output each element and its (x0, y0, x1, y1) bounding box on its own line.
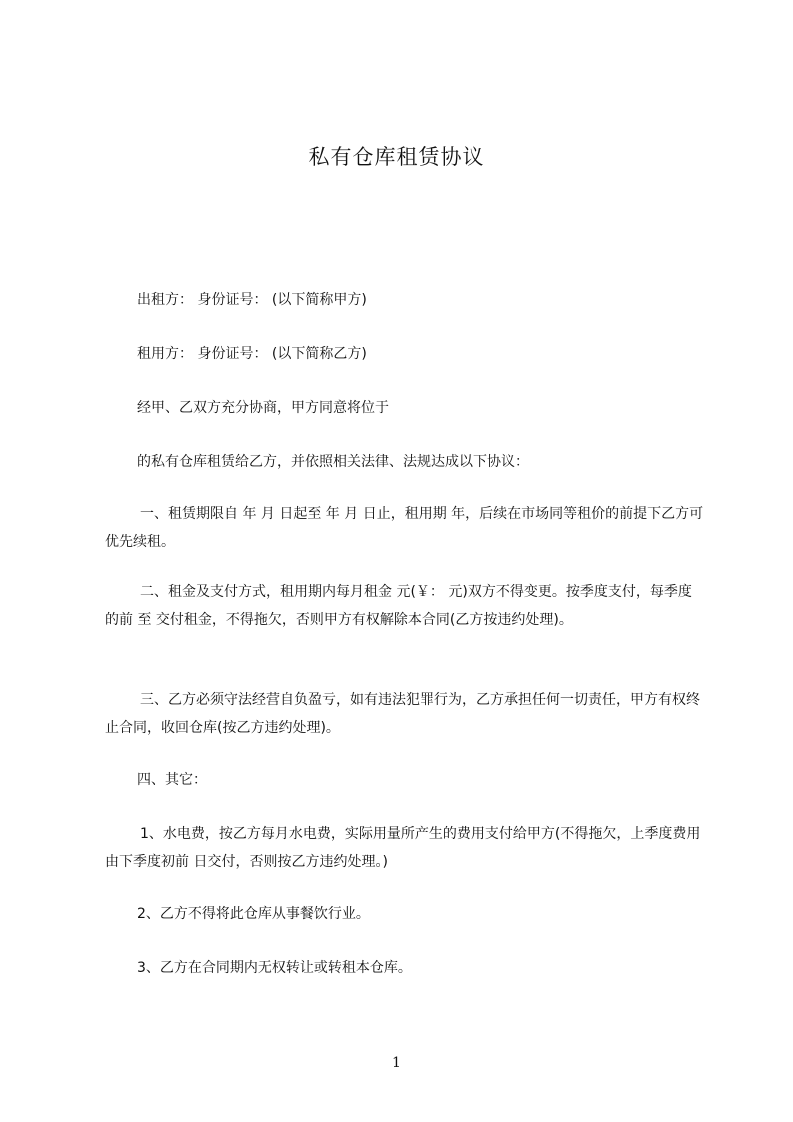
document-title: 私有仓库租赁协议 (308, 145, 485, 169)
clause-lease-term: 一、租赁期限自 年 月 日起至 年 月 日止，租用期 年，后续在市场同等租价的前提下乙方可优先续租。 (105, 506, 704, 550)
paragraph-agreement-scope: 的私有仓库租赁给乙方，并依照相关法律、法规达成以下协议： (137, 454, 529, 470)
clause-rent-payment: 二、租金及支付方式，租用期内每月租金 元(￥： 元)双方不得变更。按季度支付，每季度的前 至 交付租金，不得拖欠，否则甲方有权解除本合同(乙方按违约处理)。 (105, 584, 692, 628)
clause-no-sublease: 3、乙方在合同期内无权转让或转租本仓库。 (137, 960, 412, 976)
paragraph-agreement-intro: 经甲、乙双方充分协商，甲方同意将位于 (137, 400, 389, 416)
paragraph-lessor: 出租方： 身份证号： (以下简称甲方) (137, 292, 367, 308)
clause-other-heading: 四、其它： (137, 772, 207, 788)
clause-no-catering: 2、乙方不得将此仓库从事餐饮行业。 (137, 906, 370, 922)
clause-utilities: 1、水电费，按乙方每月水电费，实际用量所产生的费用支付给甲方(不得拖欠，上季度费用由下季度初前 日交付，否则按乙方违约处理。) (105, 826, 701, 870)
page-number: 1 (392, 1055, 401, 1071)
paragraph-lessee: 租用方： 身份证号： (以下简称乙方) (137, 346, 367, 362)
clause-lawful-operation: 三、乙方必须守法经营自负盈亏，如有违法犯罪行为，乙方承担任何一切责任，甲方有权终止合同，收回仓库(按乙方违约处理)。 (105, 692, 700, 736)
